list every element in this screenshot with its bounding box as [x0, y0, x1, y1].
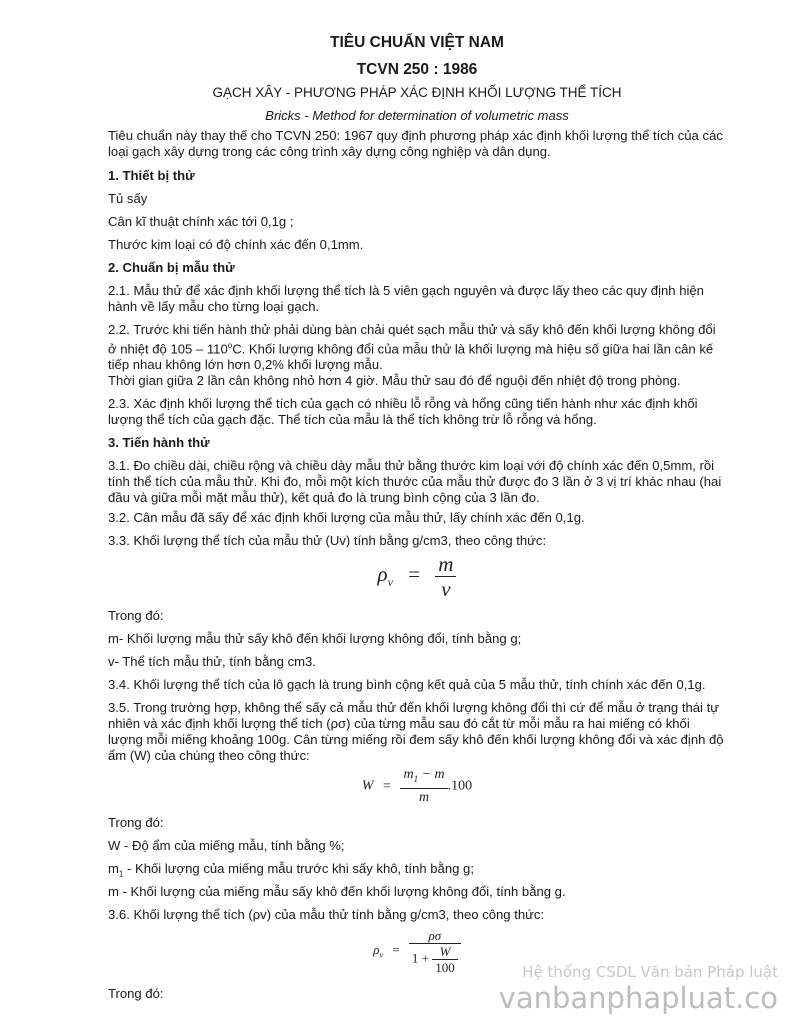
degree-superscript: o	[227, 341, 233, 350]
formula-2-numerator	[400, 766, 447, 788]
formula-3-inner-denominator: 100	[432, 959, 458, 975]
definition-m-dry: m - Khối lượng của miếng mẫu sấy khô đến khối lượng không đổi, tính bằng g.	[108, 884, 566, 899]
formula-3-inner-numerator: W	[439, 944, 451, 959]
formula-2-equals: =	[383, 778, 391, 794]
s2-p2-text-b: C. Khối lượng không đổi của mẫu thử là khối lượng mà hiệu số giữa hai lần cân kế tiếp nhau không lớn hơn 0,2% khối lượng mẫu.	[108, 341, 714, 373]
standard-number: TCVN 250 : 1986	[356, 61, 478, 78]
s3-paragraph-3-3: 3.3. Khối lượng thể tích của mẫu thử (Uv) tính bằng g/cm3, theo công thức:	[108, 533, 547, 548]
standard-country-title: TIÊU CHUẨN VIỆT NAM	[330, 34, 504, 51]
section-1-heading: 1. Thiết bị thử	[108, 168, 195, 183]
where-label-3: Trong đó:	[108, 986, 164, 1001]
s3-paragraph-3-5: 3.5. Trong trường hợp, không thể sấy cả mẫu thử đến khối lượng không đổi thì cứ để mẫu ở trạng thái tự nhiên và xác định khối lượng thể tích (ρσ) của từng mẫu sau đó cắt từ mỗi mẫu ra hai miếng có khối lượng mỗi miếng khoảng 100g. Cân từng miếng rồi đem sấy khô đến khối lượng không đổi và xác định độ ẩm (W) của chúng theo công thức:	[108, 700, 724, 763]
formula-2-multiplier: .100	[447, 778, 473, 794]
s1-item-balance: Cân kĩ thuật chính xác tới 0,1g ;	[108, 214, 294, 229]
formula-2-num-m: m	[403, 767, 414, 782]
rho-subscript: v	[387, 575, 393, 590]
formula-moisture	[108, 766, 726, 807]
watermark-line-1: Hệ thống CSDL Văn bản Pháp luật	[522, 963, 778, 981]
formula-3-numerator: ρσ	[428, 928, 442, 943]
s2-paragraph-2-1: 2.1. Mẫu thử để xác định khối lượng thể tích là 5 viên gạch nguyên và được lấy theo các quy định hiện hành về lấy mẫu cho từng loại gạch.	[108, 283, 704, 314]
formula-2-num-rest: − m	[418, 767, 445, 782]
m1-definition-text: - Khối lượng của miếng mẫu trước khi sấy khô, tính bằng g;	[123, 861, 474, 876]
s2-p2-text-a: 2.2. Trước khi tiến hành thử phải dùng bàn chải quét sạch mẫu thử và sấy khô đến khối lượng không đổi ở nhiệt độ 105 – 110	[108, 322, 716, 357]
s3-paragraph-3-6: 3.6. Khối lượng thể tích (ρv) của mẫu thử tính bằng g/cm3, theo công thức:	[108, 907, 545, 922]
formula-2-num-sub: 1	[413, 773, 419, 784]
definition-v: v- Thể tích mẫu thử, tính bằng cm3.	[108, 654, 316, 669]
m1-symbol: m	[108, 861, 119, 876]
section-2-heading: 2. Chuẩn bị mẫu thử	[108, 260, 235, 275]
formula-3-den-one-plus: 1 +	[411, 950, 429, 966]
formula-2-fraction	[400, 766, 447, 807]
formula-1-lhs	[377, 562, 393, 590]
formula-1-numerator: m	[438, 552, 454, 576]
intro-paragraph: Tiêu chuẩn này thay thế cho TCVN 250: 1967 quy định phương pháp xác định khối lượng thể tích của các loại gạch xây dựng trong các công trình xây dựng công nghiệp và dân dụng.	[108, 128, 723, 159]
watermark-site-link[interactable]: vanbanphapluat.co	[498, 981, 778, 1015]
definition-m1	[108, 861, 726, 883]
formula-3-denominator	[409, 943, 461, 975]
s2-paragraph-2-2	[108, 322, 726, 373]
s1-item-ruler: Thước kim loại có độ chính xác đến 0,1mm.	[108, 237, 364, 252]
formula-3-fraction	[409, 928, 461, 975]
section-3-heading: 3. Tiến hành thử	[108, 435, 210, 450]
formula-3-rho-sub: v	[379, 951, 384, 961]
formula-2-lhs: W	[361, 778, 374, 794]
definition-w: W - Độ ẩm của miếng mẫu, tính bằng %;	[108, 838, 345, 853]
formula-3-lhs	[373, 942, 384, 961]
standard-title-vi: GẠCH XÂY - PHƯƠNG PHÁP XÁC ĐỊNH KHỐI LƯỢNG THỂ TÍCH	[212, 85, 622, 100]
s3-paragraph-3-2: 3.2. Cân mẫu đã sấy để xác định khối lượng của mẫu thử, lấy chính xác đến 0,1g.	[108, 510, 585, 525]
m1-subscript: 1	[118, 869, 124, 879]
where-label-2: Trong đó:	[108, 815, 164, 830]
formula-3-rho: ρ	[373, 942, 380, 958]
formula-2-denominator: m	[400, 788, 447, 807]
rho-symbol: ρ	[377, 562, 388, 587]
s1-item-drying-oven: Tủ sấy	[108, 191, 148, 206]
s3-paragraph-3-1: 3.1. Đo chiều dài, chiều rộng và chiều dày mẫu thử bằng thước kim loại với độ chính xác đến 0,5mm, rồi tính thể tích của mẫu thử. Khi đo, mỗi một kích thước của mẫu thử được đo 3 lần ở 3 vị trí khác nhau (hai đầu và giữa mỗi mặt mẫu thử), kết quả đo là trung bình cộng của 3 lần đo.	[108, 458, 722, 505]
s2-paragraph-weighing-interval: Thời gian giữa 2 lần cân không nhỏ hơn 4 giờ. Mẫu thử sau đó để nguội đến nhiệt độ trong phòng.	[108, 373, 681, 388]
definition-m: m- Khối lượng mẫu thử sấy khô đến khối lượng không đổi, tính bằng g;	[108, 631, 522, 646]
formula-volumetric-mass	[108, 552, 726, 601]
standard-title-en: Bricks - Method for determination of volumetric mass	[265, 108, 569, 123]
where-label-1: Trong đó:	[108, 608, 164, 623]
formula-1-equals: =	[408, 562, 421, 587]
s2-paragraph-2-3: 2.3. Xác định khối lượng thể tích của gạch có nhiều lỗ rỗng và hổng cũng tiến hành như xác định khối lượng thể tích của gạch đặc. Thể tích của mẫu là thể tích không trừ lỗ rỗng và hổng.	[108, 396, 698, 427]
formula-3-equals: =	[392, 942, 400, 958]
formula-1-fraction	[435, 552, 456, 601]
s3-paragraph-3-4: 3.4. Khối lượng thể tích của lô gạch là trung bình cộng kết quả của 5 mẫu thử, tính chính xác đến 0,1g.	[108, 677, 706, 692]
formula-3-inner-fraction	[432, 944, 458, 975]
formula-1-denominator: v	[435, 576, 456, 601]
